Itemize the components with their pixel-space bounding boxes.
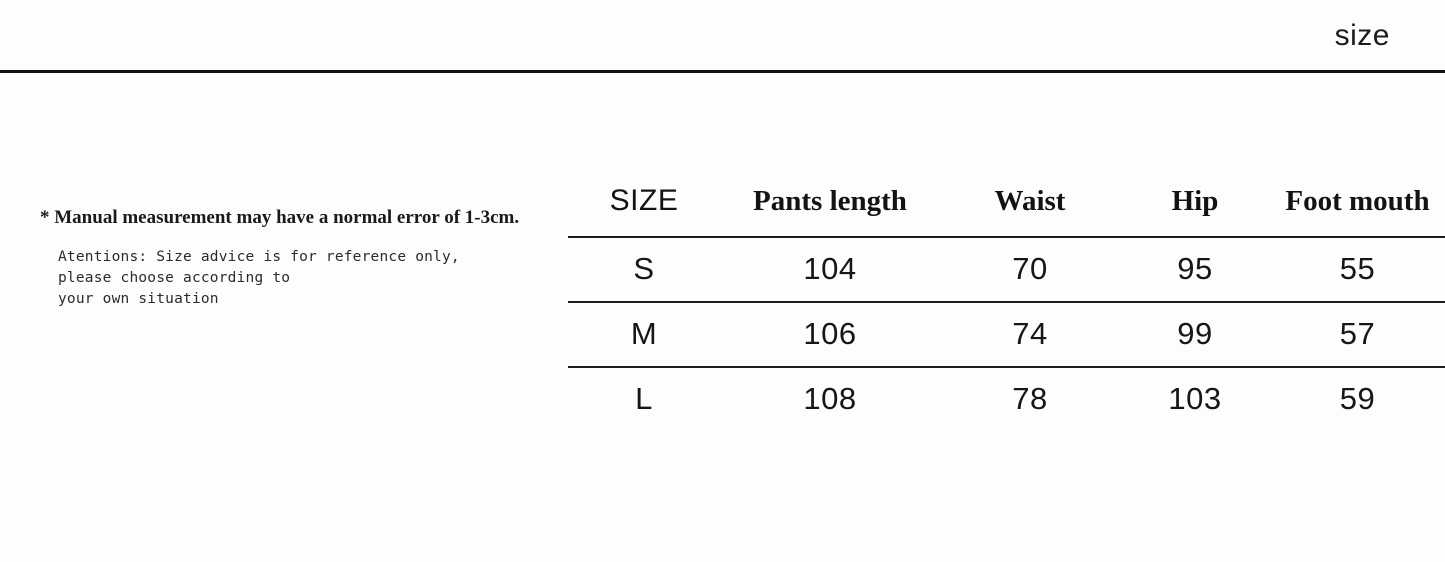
cell-size: M (568, 302, 720, 367)
note-attentions (58, 247, 545, 310)
cell-hip: 95 (1120, 237, 1270, 302)
header-divider (0, 70, 1445, 73)
header-size-label: size (1334, 19, 1390, 52)
table-header (568, 178, 1445, 237)
cell-pants-length: 108 (803, 381, 857, 416)
note-attentions-line-3: your own situation (58, 290, 219, 307)
column-header-foot-mouth: Foot mouth (1270, 178, 1445, 237)
cell-hip: 99 (1120, 302, 1270, 367)
cell-waist: 74 (940, 302, 1120, 367)
cell-size: L (635, 381, 653, 416)
table-row (568, 367, 1445, 431)
column-header-hip: Hip (1120, 178, 1270, 237)
cell-waist: 70 (940, 237, 1120, 302)
table-row (568, 237, 1445, 302)
column-header-size: SIZE (568, 178, 720, 237)
cell-pants-length: 104 (720, 237, 940, 302)
note-attentions-line-2: please choose according to (58, 269, 291, 286)
cell-foot-mouth: 59 (1339, 381, 1376, 416)
column-header-pants-length: Pants length (720, 178, 940, 237)
header-strip (0, 0, 1445, 72)
cell-hip: 103 (1168, 381, 1222, 416)
table-row (568, 302, 1445, 367)
table-header-row (568, 178, 1445, 237)
cell-waist: 78 (1012, 381, 1048, 416)
size-chart-table (568, 178, 1445, 431)
cell-pants-length: 106 (720, 302, 940, 367)
cell-foot-mouth: 57 (1270, 302, 1445, 367)
note-attentions-line-1: Atentions: Size advice is for reference only, (58, 248, 460, 265)
table-body (568, 237, 1445, 431)
column-header-waist: Waist (940, 178, 1120, 237)
note-manual-measurement: * Manual measurement may have a normal error of 1-3cm. (40, 207, 520, 228)
cell-size: S (568, 237, 720, 302)
measurement-notes (40, 206, 545, 310)
cell-foot-mouth: 55 (1270, 237, 1445, 302)
